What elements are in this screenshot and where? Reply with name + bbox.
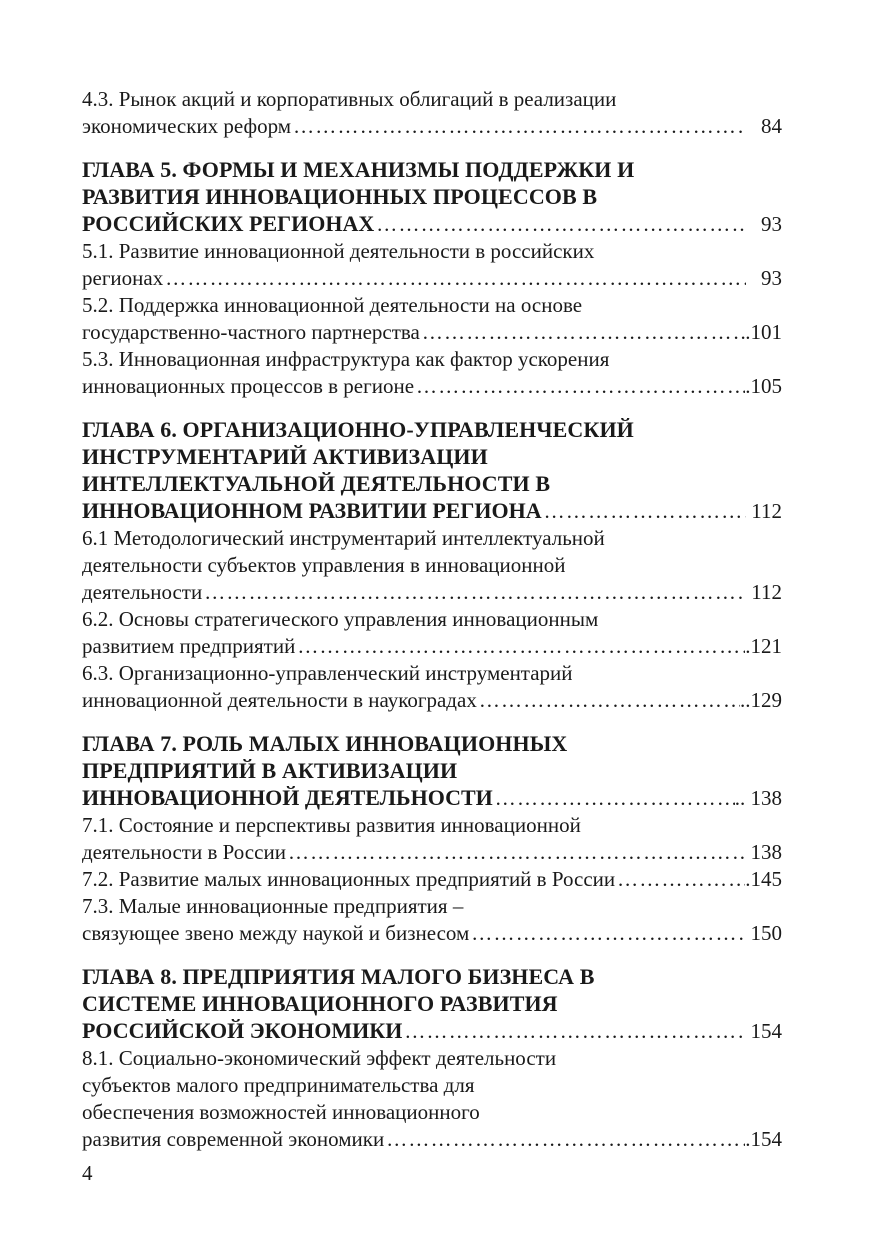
toc-entry-text: инновационных процессов в регионе xyxy=(82,374,415,398)
chapter-6-heading-line1: ГЛАВА 6. ОРГАНИЗАЦИОННО-УПРАВЛЕНЧЕСКИЙ xyxy=(82,417,634,442)
toc-entry-7-3-line1: 7.3. Малые инновационные предприятия – xyxy=(82,894,464,918)
toc-entry-6-2-last xyxy=(82,633,782,659)
toc-page-number: 93 xyxy=(761,266,782,290)
dot-leader xyxy=(384,1126,745,1152)
toc-entry-8-1-last xyxy=(82,1126,782,1152)
toc-entry-6-1-last xyxy=(82,579,782,605)
dot-leader xyxy=(374,211,746,237)
chapter-8-heading-last xyxy=(82,1018,782,1044)
chapter-heading-text: ИННОВАЦИОННОМ РАЗВИТИИ РЕГИОНА xyxy=(82,498,542,523)
toc-page-number: 112 xyxy=(751,580,782,604)
toc-page-number: .105 xyxy=(745,374,782,398)
toc-page-number: 138 xyxy=(750,840,782,864)
toc-page-number: .145 xyxy=(745,867,782,891)
dot-leader xyxy=(615,866,745,892)
chapter-6-heading-line2: ИНСТРУМЕНТАРИЙ АКТИВИЗАЦИИ xyxy=(82,444,488,469)
toc-page-number: 150 xyxy=(750,921,782,945)
toc-entry-7-1-last xyxy=(82,839,782,865)
toc-entry-text: деятельности в России xyxy=(82,840,286,864)
chapter-8-heading-line2: СИСТЕМЕ ИННОВАЦИОННОГО РАЗВИТИЯ xyxy=(82,991,558,1016)
toc-entry-text: инновационной деятельности в наукоградах xyxy=(82,688,477,712)
chapter-5-heading-line2: РАЗВИТИЯ ИННОВАЦИОННЫХ ПРОЦЕССОВ В xyxy=(82,184,598,209)
toc-entry-text: 7.2. Развитие малых инновационных предприятий в России xyxy=(82,867,616,891)
toc-page-number: ..129 xyxy=(740,688,782,712)
toc-entry-text: регионах xyxy=(82,266,164,290)
toc-entry-5-1-last xyxy=(82,265,782,291)
toc-entry-8-1-line2: субъектов малого предпринимательства для xyxy=(82,1073,475,1097)
toc-page-number: .121 xyxy=(745,634,782,658)
toc-entry-6-1-line2: деятельности субъектов управления в инновационной xyxy=(82,553,566,577)
dot-leader xyxy=(542,498,746,524)
chapter-6-heading-line3: ИНТЕЛЛЕКТУАЛЬНОЙ ДЕЯТЕЛЬНОСТИ В xyxy=(82,471,551,496)
toc-entry-5-3-line1: 5.3. Инновационная инфраструктура как фактор ускорения xyxy=(82,347,610,371)
toc-entry-6-3-line1: 6.3. Организационно-управленческий инструментарий xyxy=(82,661,573,685)
toc-entry-text: государственно-частного партнерства xyxy=(82,320,420,344)
toc-page-number: .101 xyxy=(745,320,782,344)
toc-page-number: .154 xyxy=(745,1127,782,1151)
dot-leader xyxy=(414,373,745,399)
dot-leader xyxy=(286,839,746,865)
toc-page-number: 154 xyxy=(750,1019,782,1043)
toc-entry-7-1-line1: 7.1. Состояние и перспективы развития инновационной xyxy=(82,813,581,837)
toc-entry-5-1-line1: 5.1. Развитие инновационной деятельности в российских xyxy=(82,239,595,263)
toc-entry-8-1-line3: обеспечения возможностей инновационного xyxy=(82,1100,480,1124)
toc-page-number: 112 xyxy=(751,499,782,523)
toc-entry-5-2-line1: 5.2. Поддержка инновационной деятельности на основе xyxy=(82,293,583,317)
toc-page-number: 93 xyxy=(761,212,782,236)
dot-leader xyxy=(469,920,746,946)
dot-leader xyxy=(163,265,746,291)
chapter-7-heading-last xyxy=(82,785,782,811)
toc-entry-text: экономических реформ xyxy=(82,114,292,138)
toc-entry-6-2-line1: 6.2. Основы стратегического управления инновационным xyxy=(82,607,599,631)
toc-entry-6-1-line1: 6.1 Методологический инструментарий интеллектуальной xyxy=(82,526,605,550)
toc-entry-8-1-line1: 8.1. Социально-экономический эффект деятельности xyxy=(82,1046,557,1070)
chapter-7-heading-line2: ПРЕДПРИЯТИЙ В АКТИВИЗАЦИИ xyxy=(82,758,458,783)
toc-entry-7-2-last xyxy=(82,866,782,892)
toc-entry-6-3-last xyxy=(82,687,782,713)
toc-entry-7-3-last xyxy=(82,920,782,946)
chapter-heading-text: РОССИЙСКИХ РЕГИОНАХ xyxy=(82,211,375,236)
chapter-6-heading-last xyxy=(82,498,782,524)
toc-entry-5-3-last xyxy=(82,373,782,399)
toc-entry-text: развитием предприятий xyxy=(82,634,296,658)
toc-entry-4-3-line1: 4.3. Рынок акций и корпоративных облигаций в реализации xyxy=(82,87,617,111)
dot-leader xyxy=(291,113,746,139)
page-number: 4 xyxy=(82,1161,93,1185)
chapter-heading-text: РОССИЙСКОЙ ЭКОНОМИКИ xyxy=(82,1018,403,1043)
dot-leader xyxy=(477,687,740,713)
chapter-5-heading-line1: ГЛАВА 5. ФОРМЫ И МЕХАНИЗМЫ ПОДДЕРЖКИ И xyxy=(82,157,635,182)
toc-entry-text: деятельности xyxy=(82,580,203,604)
toc-entry-text: связующее звено между наукой и бизнесом xyxy=(82,921,470,945)
toc-entry-text: развития современной экономики xyxy=(82,1127,385,1151)
toc-page-number: .. 138 xyxy=(734,786,782,810)
toc-page-number: 84 xyxy=(761,114,782,138)
dot-leader xyxy=(202,579,746,605)
chapter-5-heading-last xyxy=(82,211,782,237)
chapter-8-heading-line1: ГЛАВА 8. ПРЕДПРИЯТИЯ МАЛОГО БИЗНЕСА В xyxy=(82,964,595,989)
chapter-7-heading-line1: ГЛАВА 7. РОЛЬ МАЛЫХ ИННОВАЦИОННЫХ xyxy=(82,731,568,756)
dot-leader xyxy=(402,1018,746,1044)
toc-entry-5-2-last xyxy=(82,319,782,345)
dot-leader xyxy=(493,785,735,811)
dot-leader xyxy=(420,319,745,345)
toc-entry-4-3-last xyxy=(82,113,782,139)
dot-leader xyxy=(295,633,745,659)
chapter-heading-text: ИННОВАЦИОННОЙ ДЕЯТЕЛЬНОСТИ xyxy=(82,785,493,810)
